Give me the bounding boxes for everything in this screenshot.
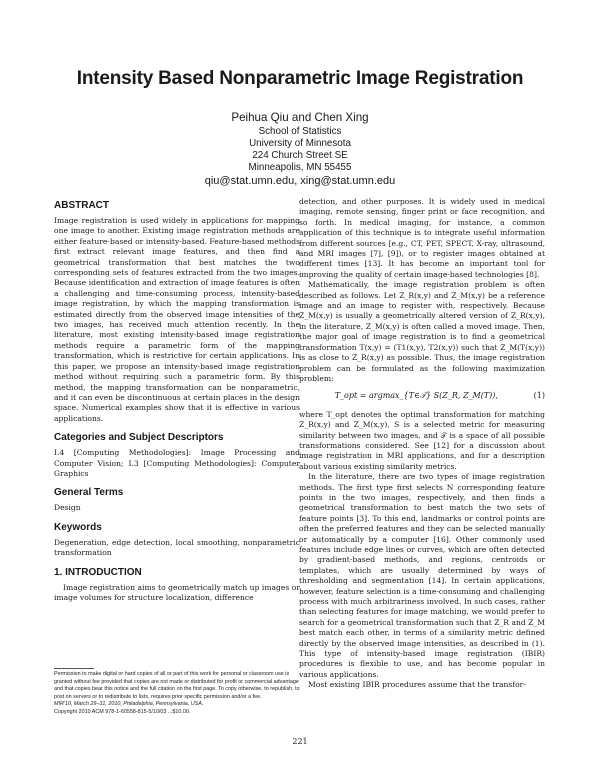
affiliation-line: 224 Church Street SE <box>252 150 348 161</box>
body-paragraph: where T_opt denotes the optimal transformation for matching Z_R(x,y) and Z_M(x,y), S is a selected metric for measuring similarity between two images, and 𝒯 is a space of all possible transformations considered. See [12] for a discussion about image registration in MRI applications, and for a description about various existing similarity metrics. <box>299 409 545 471</box>
introduction-heading: 1. INTRODUCTION <box>54 566 142 578</box>
affiliation-line: School of Statistics <box>258 126 342 137</box>
right-column <box>299 197 545 691</box>
general-terms-heading: General Terms <box>54 487 124 499</box>
body-paragraph: Most existing IBIR procedures assume that the transfor- <box>308 680 526 690</box>
equation-expression: T_opt = argmax_{T∈𝒯} S(Z_R, Z_M(T)), <box>334 391 498 401</box>
author-emails: qiu@stat.umn.edu, xing@stat.umn.edu <box>204 175 396 187</box>
equation-number: (1) <box>533 391 545 401</box>
paper-title: Intensity Based Nonparametric Image Registration <box>76 68 524 89</box>
affiliation-line: Minneapolis, MN 55455 <box>248 162 352 173</box>
left-column <box>54 200 300 603</box>
equation-1 <box>299 391 545 401</box>
keywords-heading: Keywords <box>54 521 102 533</box>
footnote-rule <box>54 668 94 669</box>
introduction-text: Image registration aims to geometrically match up images or image volumes for structure localization, difference <box>54 582 300 602</box>
body-paragraph: Mathematically, the image registration problem is often described as follows. Let Z_R(x,y) and Z_M(x,y) be a reference image and an image to register with, respectively. Because Z_M(x,y) is usually a geometrically altered version of Z_R(x,y), in the literature, Z_M(x,y) is often called a moved image. Then, the major goal of image registration is to find a geometrical transformation T(x,y) = (T1(x,y), T2(x,y)) such that Z_M(T(x,y)) is as close to Z_R(x,y) as possible. Thus, the image registration problem can be formulated as the following maximization problem: <box>299 280 545 383</box>
general-terms-text: Design <box>54 503 81 513</box>
permission-text: Permission to make digital or hard copies of all or part of this work for personal or classroom use is granted without fee provided that copies are not made or distributed for profit or commercial advantage and that copies bear this notice and the full citation on the first page. To copy otherwise, to republish, to post on servers or to redistribute to lists, requires prior specific permission and/or a fee. <box>54 671 300 700</box>
abstract-heading: ABSTRACT <box>54 200 109 211</box>
affiliation-line: University of Minnesota <box>249 138 351 149</box>
abstract-text: Image registration is used widely in applications for mapping one image to another. Existing image registration methods are either feature-based or intensity-based. Feature-based methods first extract relevant image features, and then find a geometrical transformation that best matches the two corresponding sets of features extracted from the two images. Because identification and extraction of image features is often a challenging and time-consuming process, intensity-based image registration, by which the mapping transformation is estimated directly from the observed image intensities of the two images, has received much attention recently. In the literature, most existing intensity-based image registration methods require a parametric form of the mapping transformation, which is restrictive for certain applications. In this paper, we propose an intensity-based image registration method without requiring such a parametric form. By this method, the mapping transformation can be nonparametric, and it can even be discontinuous at certain places in the design space. Numerical examples show that it is effective in various applications. <box>54 216 300 423</box>
copyright-line: Copyright 2010 ACM 978-1-60558-815-5/10/03 ...$10.00. <box>54 708 191 715</box>
page-number: 221 <box>292 737 308 746</box>
categories-text: I.4 [Computing Methodologies]: Image Processing and Computer Vision; I.3 [Computing Methodologies]: Computer Graphics <box>54 448 300 478</box>
conference-line: MIR'10, March 29–31, 2010, Philadelphia, Pennsylvania, USA. <box>54 701 204 708</box>
author-names: Peihua Qiu and Chen Xing <box>231 111 369 124</box>
keywords-text: Degeneration, edge detection, local smoothing, nonparametric transformation <box>54 537 300 558</box>
body-paragraph: detection, and other purposes. It is widely used in medical imaging, remote sensing, finger print or face recognition, and so forth. In medical imaging, for instance, a common application of this technique is to integrate useful information from different sources [e.g., CT, PET, SPECT, X-ray, ultrasound, and MRI images [7], [9]), or to register images obtained at different times [13]. It has become an important tool for improving the quality of certain image-based technologies [8]. <box>299 197 545 279</box>
author-block <box>100 110 500 188</box>
body-paragraph: In the literature, there are two types of image registration methods. The first type first selects N corresponding feature points in the two images, respectively, and then finds a geometrical transformation to best match the two sets of feature points [3]. To this end, landmarks or control points are often the preferred features and they can be selected manually or automatically by a computer [16]. Other commonly used features include edge lines or curves, which are often detected by gradient-based methods, and regions, centroids or templates, which are usually determined by ways of thresholding and segmentation [14]. In certain applications, however, feature selection is a time-consuming and challenging process with much arbitrariness involved. In such cases, rather than selecting features for image matching, we would prefer to search for a geometrical transformation such that Z_R and Z_M best match each other, in terms of a similarity metric defined directly by the observed image intensities, as described in (1). This type of intensity-based image registration (IBIR) procedures is flexible to use, and has become popular in various applications. <box>299 472 545 679</box>
permission-footnote <box>54 668 300 717</box>
categories-heading: Categories and Subject Descriptors <box>54 432 224 444</box>
